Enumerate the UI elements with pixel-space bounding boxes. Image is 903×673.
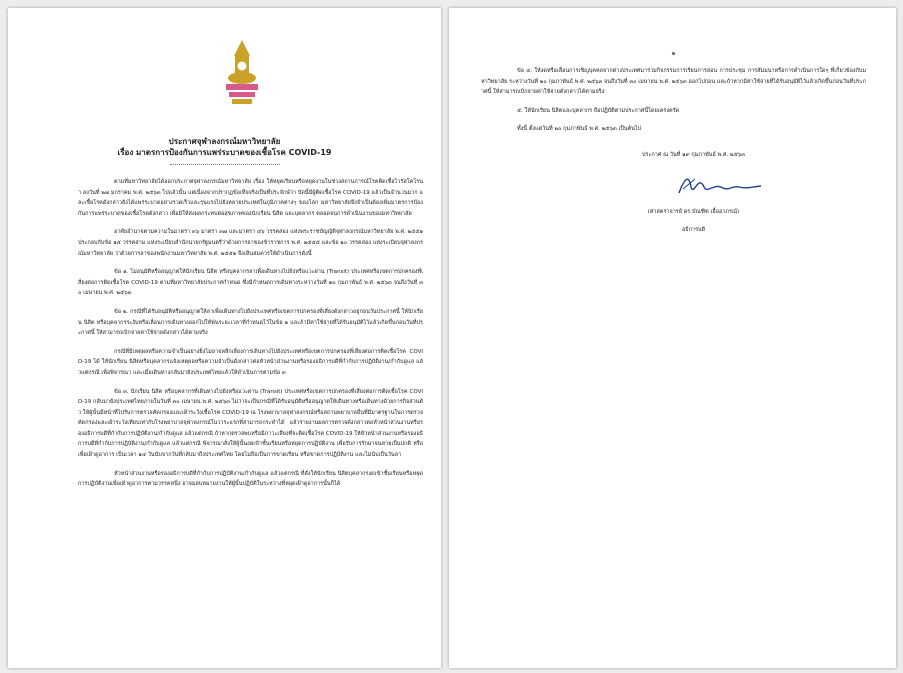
- signer-name: (ศาสตราจารย์ ดร.บัณฑิต เอื้ออาภรณ์): [647, 208, 740, 215]
- title-divider: [170, 164, 280, 165]
- signer-title: อธิการบดี: [681, 226, 706, 233]
- university-seal-icon: [220, 38, 264, 110]
- announcement-subject: เรื่อง มาตรการป้องกันการแพร่ระบาดของเชื้อโรค COVID-19: [117, 148, 332, 157]
- document-page-2: [449, 8, 896, 668]
- body-paragraph: ข้อ ๒. กรณีที่ได้รับอนุมัติหรืออนุญาตให้ลาเพื่อเดินทางไปยังประเทศหรือเขตการปกครองที่เสี่ยงดังกล่าวอยู่ก่อนวันประกาศนี้ ให้นักเรียน นิสิต หรือบุคลากรระงับหรือเลื่อนการเดินทางออกไปให้พ้นระยะเวลาที่กำหนดไว้ในข้อ ๑ และถ้ามีค่าใช้จ่ายที่ได้รับอนุมัติไว้แล้วเกิดขึ้นก่อนวันที่ประกาศนี้ ให้สามารถเบิกจ่ายค่าใช้จ่ายดังกล่าวได้ตามจริง: [78, 308, 423, 337]
- announcement-title: ประกาศจุฬาลงกรณ์มหาวิทยาลัย: [168, 137, 281, 146]
- body-paragraph: ข้อ ๔. ให้งดหรือเลื่อนการเชิญบุคคลจากต่างประเทศมาร่วมกิจกรรมการเรียนการสอน การประชุม การสัมมนาหรือการดำเนินการใดๆ ที่เกี่ยวข้องกับมหาวิทยาลัย ระหว่างวันที่ ๒๐ กุมภาพันธ์ พ.ศ. ๒๕๖๓ จนถึงวันที่ ๓๐ เมษายน พ.ศ. ๒๕๖๓ ออกไปก่อน และถ้าหากมีค่าใช้จ่ายที่ได้รับอนุมัติไว้แล้วเกิดขึ้นก่อนวันที่ประกาศนี้ ให้สามารถเบิกจ่ายค่าใช้จ่ายดังกล่าวได้ตามจริง: [481, 68, 866, 96]
- signature-icon: [675, 173, 765, 199]
- document-page-1: [8, 8, 441, 668]
- body-paragraph: ข้อ ๑. ไม่อนุมัติหรืออนุญาตให้นักเรียน นิสิต หรือบุคลากรลาเพื่อเดินทางไปยังหรือแวะผ่าน (Transit) ประเทศหรือเขตการปกครองที่เสี่ยงต่อการติดเชื้อโรค COVID-19 ตามที่มหาวิทยาลัยประกาศกำหนด ซึ่งมีกำหนดการเดินทางระหว่างวันที่ ๒๐ กุมภาพันธ์ พ.ศ. ๒๕๖๓ จนถึงวันที่ ๓๐ เมษายน พ.ศ. ๒๕๖๓: [78, 269, 423, 297]
- body-paragraph: ๕. ให้นักเรียน นิสิตและบุคลากร ถือปฏิบัติตามประกาศนี้โดยเคร่งครัด: [517, 107, 680, 114]
- body-paragraph: ตามที่มหาวิทยาลัยได้ออกประกาศจุฬาลงกรณ์มหาวิทยาลัย เรื่อง ให้หยุดเรียนหรือหยุดงานในช่วงสถานการณ์โรคติดเชื้อไวรัสโคโรนา ลงวันที่ ๒๗ มกราคม พ.ศ. ๒๕๖๓ ไปแล้วนั้น แต่เนื่องจากปรากฏข้อเท็จจริงเป็นที่ประจักษ์ว่า บัดนี้มีผู้ติดเชื้อโรค COVID-19 แล้วเป็นจำนวนมาก และเชื้อโรคดังกล่าวยังได้แพร่ระบาดอย่างรวดเร็วและรุนแรงไปยังหลายประเทศในภูมิภาคต่างๆ ของโลก มหาวิทยาลัยจึงจำเป็นต้องเพิ่มมาตรการป้องกันการแพร่ระบาดของเชื้อโรคดังกล่าว เพื่อมิให้ส่งผลกระทบต่อสุขภาพของนักเรียน นิสิต และบุคลากร ตลอดจนการดำเนินงานของมหาวิทยาลัย: [78, 179, 423, 217]
- page-number: ๒: [671, 50, 676, 57]
- announcement-date: ประกาศ ณ วันที่ ๑๙ กุมภาพันธ์ พ.ศ. ๒๕๖๓: [642, 151, 745, 158]
- body-paragraph: กรณีที่มีเหตุผลหรือความจำเป็นอย่างยิ่งไม่อาจหลีกเลี่ยงการเดินทางไปยังประเทศหรือเขตการปกครองที่เสี่ยงต่อการติดเชื้อโรค COVID-19 ได้ ให้นักเรียน นิสิตหรือบุคลากรแจ้งเหตุผลหรือความจำเป็นดังกล่าวต่อหัวหน้าส่วนงานหรือรองอธิการบดีที่กำกับการปฏิบัติงาน/กำกับดูแล แล้วแต่กรณี เพื่อพิจารณา และเมื่อเดินทางกลับมายังประเทศไทยแล้วให้ดำเนินการตามข้อ ๓: [78, 348, 423, 376]
- body-paragraph: ทั้งนี้ ตั้งแต่วันที่ ๒๐ กุมภาพันธ์ พ.ศ. ๒๕๖๓ เป็นต้นไป: [517, 126, 642, 133]
- body-paragraph: อาศัยอำนาจตามความในมาตรา ๓๖ มาตรา ๓๗ และมาตรา ๔๖ วรรคสอง แห่งพระราชบัญญัติจุฬาลงกรณ์มหาวิทยาลัย พ.ศ. ๒๕๕๑ ประกอบกับข้อ ๑๕ วรรคสาม แห่งระเบียบสำนักนายกรัฐมนตรีว่าด้วยการลาของข้าราชการ พ.ศ. ๒๕๕๕ และข้อ ๑๐ วรรคสอง แห่งระเบียบจุฬาลงกรณ์มหาวิทยาลัย ว่าด้วยการลาของพนักงานมหาวิทยาลัย พ.ศ. ๒๕๕๑ จึงเห็นสมควรให้ดำเนินการดังนี้: [78, 229, 423, 257]
- body-paragraph: หัวหน้าส่วนงานหรือรองอธิการบดีที่กำกับการปฏิบัติงาน/กำกับดูแล แล้วแต่กรณี ที่สั่งให้นักเรียน นิสิตบุคลากรงดเข้าชั้นเรียนหรือหยุดการปฏิบัติงานเพื่อเฝ้าดูอาการตามวรรคหนึ่ง อาจมอบหมายงานให้ผู้นั้นปฏิบัติในระหว่างที่หยุดเฝ้าดูอาการนั้นก็ได้: [78, 470, 423, 488]
- body-paragraph: ข้อ ๓. นักเรียน นิสิต หรือบุคลากรที่เดินทางไปยังหรือแวะผ่าน (Transit) ประเทศหรือเขตการปกครองที่เสี่ยงต่อการติดเชื้อโรค COVID-19 กลับมายังประเทศไทยภายในวันที่ ๓๐ เมษายน พ.ศ. ๒๕๖๓ ไม่ว่าจะเป็นกรณีที่ได้รับอนุมัติหรืออนุญาตให้เดินทางหรือเดินทางด้วยการกิจส่วนตัว ให้ผู้นั้นมีหน้าที่ไปรับการตรวจคัดกรองและเฝ้าระวังเชื้อโรค COVID-19 ณ โรงพยาบาลจุฬาลงกรณ์หรือสถานพยาบาลอื่นที่มีมาตรฐานในการตรวจคัดกรองและเฝ้าระวังเทียบเท่ากับโรงพยาบาลจุฬาลงกรณ์ในวาระแรกที่สามารถกระทำได้ แล้วรายงานผลการตรวจดังกล่าวต่อหัวหน้าส่วนงานหรือรองอธิการบดีที่กำกับการปฏิบัติงาน/กำกับดูแล แล้วแต่กรณี ถ้าหากตรวจพบหรือมีภาวะเสี่ยงที่จะติดเชื้อโรค COVID-19 ให้หัวหน้าส่วนงานหรือรองอธิการบดีที่กำกับการปฏิบัติงาน/กำกับดูแล แล้วแต่กรณี พิจารณาสั่งให้ผู้นั้นงดเข้าชั้นเรียนหรือหยุดการปฏิบัติงาน เพื่อรับการรักษาจนหายเป็นปกติ หรือเพื่อเฝ้าดูอาการ เป็นเวลา ๑๔ วันนับจากวันที่กลับมาถึงประเทศไทย โดยไม่ถือเป็นการขาดเรียน หรือขาดการปฏิบัติงาน และไม่นับเป็นวันลา: [78, 388, 423, 459]
